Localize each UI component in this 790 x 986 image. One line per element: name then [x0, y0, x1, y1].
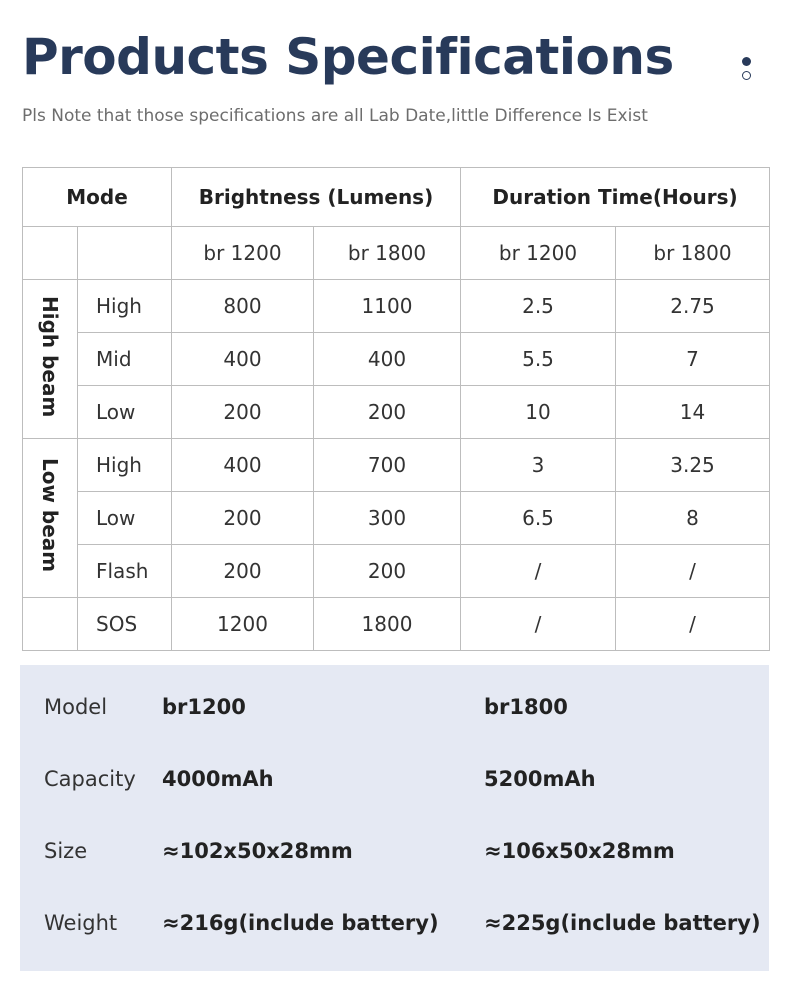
table-row: [23, 280, 770, 333]
value-cell: 800: [172, 280, 314, 333]
info-value-br1800: ≈106x50x28mm: [484, 839, 675, 863]
value-cell: 400: [314, 333, 461, 386]
value-cell: /: [461, 545, 616, 598]
group-label-cell: [23, 439, 78, 598]
info-label: Model: [44, 695, 108, 719]
mode-cell: High: [78, 280, 172, 333]
value-cell: 2.75: [616, 280, 770, 333]
value-cell: 1100: [314, 280, 461, 333]
value-cell: 14: [616, 386, 770, 439]
info-value-br1200: ≈102x50x28mm: [162, 839, 353, 863]
group-label: High beam: [38, 295, 62, 418]
info-value-br1800: 5200mAh: [484, 767, 596, 791]
table-header-row: [23, 168, 770, 227]
value-cell: 200: [314, 386, 461, 439]
value-cell: /: [461, 598, 616, 651]
value-cell: 300: [314, 492, 461, 545]
info-value-br1200: br1200: [162, 695, 246, 719]
value-cell: 700: [314, 439, 461, 492]
menu-dot-ring: [742, 71, 751, 80]
info-value-br1200: 4000mAh: [162, 767, 274, 791]
info-label: Weight: [44, 911, 118, 935]
mode-cell: Flash: [78, 545, 172, 598]
mode-cell: Mid: [78, 333, 172, 386]
subheader-cell: br 1800: [314, 227, 461, 280]
table-row-sos: [23, 598, 770, 651]
value-cell: /: [616, 545, 770, 598]
page-subtitle: Pls Note that those specifications are all Lab Date,little Difference Is Exist: [22, 106, 648, 126]
table-row: [23, 545, 770, 598]
mode-cell: SOS: [78, 598, 172, 651]
table-row: [23, 492, 770, 545]
value-cell: 200: [172, 545, 314, 598]
info-row-weight: [20, 911, 769, 951]
value-cell: 5.5: [461, 333, 616, 386]
info-value-br1200: ≈216g(include battery): [162, 911, 439, 935]
value-cell: 1800: [314, 598, 461, 651]
value-cell: 200: [172, 386, 314, 439]
table-subheader-row: [23, 227, 770, 280]
value-cell: 400: [172, 333, 314, 386]
value-cell: 7: [616, 333, 770, 386]
model-info-panel: [20, 665, 769, 971]
info-value-br1800: br1800: [484, 695, 568, 719]
subheader-cell: br 1800: [616, 227, 770, 280]
empty-cell: [23, 227, 78, 280]
more-vertical-icon[interactable]: [740, 57, 752, 85]
info-row-model: [20, 695, 769, 735]
subheader-cell: br 1200: [172, 227, 314, 280]
info-row-size: [20, 839, 769, 879]
mode-cell: Low: [78, 386, 172, 439]
table-row: [23, 333, 770, 386]
table-row: [23, 386, 770, 439]
spec-table: [22, 167, 770, 651]
empty-cell: [23, 598, 78, 651]
menu-dot-filled: [742, 57, 751, 66]
info-value-br1800: ≈225g(include battery): [484, 911, 761, 935]
value-cell: 3: [461, 439, 616, 492]
info-row-capacity: [20, 767, 769, 807]
value-cell: 200: [172, 492, 314, 545]
info-label: Capacity: [44, 767, 136, 791]
empty-cell: [78, 227, 172, 280]
subheader-cell: br 1200: [461, 227, 616, 280]
header-mode: Mode: [23, 168, 172, 227]
group-label: Low beam: [38, 458, 62, 573]
group-label-cell: [23, 280, 78, 439]
value-cell: 1200: [172, 598, 314, 651]
header-brightness: Brightness (Lumens): [172, 168, 461, 227]
value-cell: 200: [314, 545, 461, 598]
value-cell: 400: [172, 439, 314, 492]
value-cell: /: [616, 598, 770, 651]
value-cell: 8: [616, 492, 770, 545]
info-label: Size: [44, 839, 88, 863]
value-cell: 6.5: [461, 492, 616, 545]
value-cell: 3.25: [616, 439, 770, 492]
table-row: [23, 439, 770, 492]
mode-cell: Low: [78, 492, 172, 545]
value-cell: 2.5: [461, 280, 616, 333]
value-cell: 10: [461, 386, 616, 439]
mode-cell: High: [78, 439, 172, 492]
header-duration: Duration Time(Hours): [461, 168, 770, 227]
page-title: Products Specifications: [22, 28, 674, 86]
